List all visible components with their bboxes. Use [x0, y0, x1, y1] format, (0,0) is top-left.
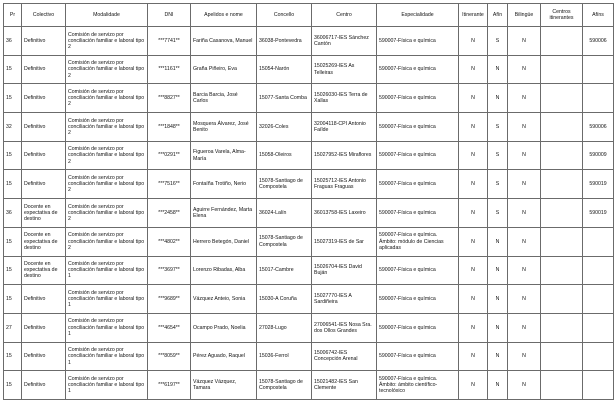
cell-centro: 15025712-IES Antonio Fraguas Fraguas [312, 170, 377, 199]
cell-bilingue: N [508, 256, 541, 285]
cell-colectivo: Definitivo [22, 342, 66, 371]
cell-itinerante: N [459, 313, 488, 342]
cell-centros-itinerantes [541, 84, 583, 113]
cell-especialidade: 590007-Física e química [377, 84, 459, 113]
cell-apelidos-nome: Figueroa Varela, Alma-María [191, 141, 257, 170]
cell-afins [583, 55, 614, 84]
cell-centro: 36006717-IES Sánchez Cantón [312, 27, 377, 56]
cell-afin: S [488, 113, 508, 142]
cell-dni: ***2458** [148, 199, 191, 228]
cell-centro: 36013758-IES Laxeiro [312, 199, 377, 228]
cell-apelidos-nome: Fariña Casanova, Manuel [191, 27, 257, 56]
cell-dni: ***1161** [148, 55, 191, 84]
cell-concello: 15077-Santa Comba [257, 84, 312, 113]
column-header-apelidos-nome: Apelidos e nome [191, 4, 257, 27]
cell-concello: 27028-Lugo [257, 313, 312, 342]
cell-especialidade: 590007-Física e química [377, 313, 459, 342]
cell-modalidade: Comisión de servizo por conciliación familiar e laboral tipo 2 [66, 55, 148, 84]
cell-pr: 36 [4, 199, 22, 228]
cell-centros-itinerantes [541, 170, 583, 199]
cell-centros-itinerantes [541, 256, 583, 285]
table-row [4, 141, 614, 170]
cell-bilingue: N [508, 27, 541, 56]
cell-centro: 15006742-IES Concepción Arenal [312, 342, 377, 371]
table-row [4, 227, 614, 256]
cell-dni: ***6197** [148, 371, 191, 400]
cell-afin: S [488, 141, 508, 170]
column-header-colectivo: Colectivo [22, 4, 66, 27]
cell-concello: 15078-Santiago de Compostela [257, 170, 312, 199]
cell-bilingue: N [508, 199, 541, 228]
cell-afins [583, 285, 614, 314]
cell-apelidos-nome: Mosquera Álvarez, José Benito [191, 113, 257, 142]
cell-centro: 27006541-IES Nosa Sra. dos Ollos Grandes [312, 313, 377, 342]
cell-modalidade: Comisión de servizo por conciliación familiar e laboral tipo 2 [66, 113, 148, 142]
cell-bilingue: N [508, 313, 541, 342]
cell-colectivo: Definitivo [22, 113, 66, 142]
cell-modalidade: Comisión de servizo por conciliación familiar e laboral tipo 2 [66, 27, 148, 56]
cell-especialidade: 590007-Física e química. Ámbito: ámbito científico-tecnolóxico [377, 371, 459, 400]
cell-pr: 15 [4, 55, 22, 84]
cell-pr: 15 [4, 170, 22, 199]
cell-pr: 15 [4, 84, 22, 113]
table-row [4, 170, 614, 199]
cell-apelidos-nome: Ocampo Prado, Noelia [191, 313, 257, 342]
cell-pr: 15 [4, 342, 22, 371]
cell-centro: 15027319-IES de Sar [312, 227, 377, 256]
cell-afins [583, 84, 614, 113]
cell-concello: 15078-Santiago de Compostela [257, 371, 312, 400]
cell-modalidade: Comisión de servizo por conciliación familiar e laboral tipo 2 [66, 227, 148, 256]
cell-apelidos-nome: Pérez Aguado, Raquel [191, 342, 257, 371]
cell-concello: 15036-Ferrol [257, 342, 312, 371]
cell-afin: N [488, 342, 508, 371]
table-row [4, 199, 614, 228]
cell-especialidade: 590007-Física e química. Ámbito: módulo de Ciencias aplicadas [377, 227, 459, 256]
column-header-centros-itinerantes: Centros itinerantes [541, 4, 583, 27]
table-header-row [4, 4, 614, 27]
cell-especialidade: 590007-Física e química [377, 199, 459, 228]
cell-dni: ***4654** [148, 313, 191, 342]
cell-colectivo: Definitivo [22, 84, 66, 113]
cell-itinerante: N [459, 371, 488, 400]
cell-centro: 15021482-IES San Clemente [312, 371, 377, 400]
cell-itinerante: N [459, 141, 488, 170]
cell-especialidade: 590007-Física e química [377, 27, 459, 56]
cell-afins: 590006 [583, 113, 614, 142]
cell-colectivo: Definitivo [22, 55, 66, 84]
cell-centros-itinerantes [541, 55, 583, 84]
cell-apelidos-nome: Lorenzo Ribadas, Alba [191, 256, 257, 285]
table-row [4, 55, 614, 84]
cell-centro: 15025269-IES As Telleiras [312, 55, 377, 84]
cell-centros-itinerantes [541, 285, 583, 314]
cell-afins [583, 342, 614, 371]
table-row [4, 27, 614, 56]
cell-concello: 15030-A Coruña [257, 285, 312, 314]
cell-concello: 15058-Oleiros [257, 141, 312, 170]
cell-pr: 32 [4, 113, 22, 142]
column-header-afin: Afín [488, 4, 508, 27]
cell-apelidos-nome: Herrero Betegón, Daniel [191, 227, 257, 256]
cell-apelidos-nome: Aguirre Fernández, Marta Elena [191, 199, 257, 228]
table-row [4, 342, 614, 371]
cell-afin: N [488, 256, 508, 285]
cell-pr: 27 [4, 313, 22, 342]
cell-centros-itinerantes [541, 113, 583, 142]
cell-itinerante: N [459, 342, 488, 371]
table-row [4, 313, 614, 342]
cell-dni: ***7516** [148, 170, 191, 199]
cell-pr: 15 [4, 141, 22, 170]
cell-apelidos-nome: Fontaíña Trotiño, Nerio [191, 170, 257, 199]
cell-bilingue: N [508, 113, 541, 142]
cell-bilingue: N [508, 84, 541, 113]
cell-pr: 15 [4, 371, 22, 400]
cell-afins: 590009 [583, 141, 614, 170]
cell-afin: N [488, 84, 508, 113]
cell-itinerante: N [459, 285, 488, 314]
cell-bilingue: N [508, 55, 541, 84]
cell-especialidade: 590007-Física e química [377, 285, 459, 314]
cell-apelidos-nome: Barcia Barcia, José Carlos [191, 84, 257, 113]
column-header-centro: Centro [312, 4, 377, 27]
cell-modalidade: Comisión de servizo por conciliación familiar e laboral tipo 1 [66, 371, 148, 400]
table-row [4, 113, 614, 142]
cell-centros-itinerantes [541, 27, 583, 56]
cell-bilingue: N [508, 371, 541, 400]
cell-colectivo: Definitivo [22, 141, 66, 170]
cell-colectivo: Definitivo [22, 313, 66, 342]
column-header-bilingue: Bilingüe [508, 4, 541, 27]
cell-bilingue: N [508, 342, 541, 371]
cell-especialidade: 590007-Física e química [377, 256, 459, 285]
cell-modalidade: Comisión de servizo por conciliación familiar e laboral tipo 1 [66, 285, 148, 314]
cell-centros-itinerantes [541, 313, 583, 342]
cell-pr: 15 [4, 256, 22, 285]
cell-itinerante: N [459, 84, 488, 113]
cell-itinerante: N [459, 227, 488, 256]
cell-modalidade: Comisión de servizo por conciliación familiar e laboral tipo 1 [66, 342, 148, 371]
cell-centros-itinerantes [541, 371, 583, 400]
table-row [4, 84, 614, 113]
cell-centro: 15027770-IES A Sardiñeira [312, 285, 377, 314]
cell-pr: 36 [4, 27, 22, 56]
cell-apelidos-nome: Vázquez Vázquez, Tamara [191, 371, 257, 400]
column-header-concello: Concello [257, 4, 312, 27]
cell-concello: 15017-Cambre [257, 256, 312, 285]
cell-dni: ***9689** [148, 285, 191, 314]
cell-concello: 32026-Coles [257, 113, 312, 142]
table-row [4, 285, 614, 314]
cell-dni: ***1848** [148, 113, 191, 142]
cell-afin: S [488, 199, 508, 228]
cell-afins [583, 256, 614, 285]
cell-bilingue: N [508, 285, 541, 314]
cell-dni: ***8059** [148, 342, 191, 371]
cell-modalidade: Comisión de servizo por conciliación familiar e laboral tipo 2 [66, 84, 148, 113]
cell-especialidade: 590007-Física e química [377, 342, 459, 371]
cell-afin: S [488, 27, 508, 56]
column-header-especialidade: Especialidade [377, 4, 459, 27]
cell-afins: 590019 [583, 170, 614, 199]
cell-concello: 15078-Santiago de Compostela [257, 227, 312, 256]
cell-concello: 36024-Lalín [257, 199, 312, 228]
cell-centros-itinerantes [541, 199, 583, 228]
cell-dni: ***4802** [148, 227, 191, 256]
cell-colectivo: Definitivo [22, 285, 66, 314]
cell-modalidade: Comisión de servizo por conciliación familiar e laboral tipo 1 [66, 313, 148, 342]
cell-afin: N [488, 285, 508, 314]
cell-centros-itinerantes [541, 342, 583, 371]
cell-concello: 15054-Narón [257, 55, 312, 84]
cell-colectivo: Definitivo [22, 27, 66, 56]
cell-itinerante: N [459, 256, 488, 285]
cell-itinerante: N [459, 199, 488, 228]
cell-pr: 15 [4, 285, 22, 314]
table-body [4, 27, 614, 400]
cell-colectivo: Docente en expectativa de destino [22, 227, 66, 256]
cell-afins [583, 313, 614, 342]
cell-modalidade: Comisión de servizo por conciliación familiar e laboral tipo 2 [66, 141, 148, 170]
cell-afins: 590006 [583, 27, 614, 56]
cell-dni: ***7741** [148, 27, 191, 56]
table-row [4, 256, 614, 285]
cell-centro: 15026030-IES Terra de Xallas [312, 84, 377, 113]
cell-bilingue: N [508, 170, 541, 199]
cell-especialidade: 590007-Física e química [377, 55, 459, 84]
cell-afins [583, 371, 614, 400]
cell-colectivo: Docente en expectativa de destino [22, 256, 66, 285]
cell-dni: ***3697** [148, 256, 191, 285]
cell-especialidade: 590007-Física e química [377, 170, 459, 199]
cell-centros-itinerantes [541, 141, 583, 170]
cell-especialidade: 590007-Física e química [377, 141, 459, 170]
column-header-modalidade: Modalidade [66, 4, 148, 27]
cell-apelidos-nome: Graña Piñeiro, Eva [191, 55, 257, 84]
column-header-pr: Pr [4, 4, 22, 27]
cell-colectivo: Docente en expectativa de destino [22, 199, 66, 228]
column-header-afins: Afíns [583, 4, 614, 27]
cell-afin: N [488, 371, 508, 400]
cell-pr: 15 [4, 227, 22, 256]
cell-afins: 590019 [583, 199, 614, 228]
cell-dni: ***0291** [148, 141, 191, 170]
cell-itinerante: N [459, 55, 488, 84]
cell-itinerante: N [459, 113, 488, 142]
cell-afin: N [488, 313, 508, 342]
cell-apelidos-nome: Vázquez Anteio, Sonia [191, 285, 257, 314]
column-header-itinerante: Itinerante [459, 4, 488, 27]
cell-centro: 15026704-IES David Buján [312, 256, 377, 285]
cell-afin: N [488, 227, 508, 256]
cell-modalidade: Comisión de servizo por conciliación familiar e laboral tipo 2 [66, 170, 148, 199]
cell-itinerante: N [459, 170, 488, 199]
cell-centros-itinerantes [541, 227, 583, 256]
cell-colectivo: Definitivo [22, 371, 66, 400]
cell-afin: S [488, 170, 508, 199]
document-page [3, 3, 613, 400]
cell-centro: 15027952-IES Miraflores [312, 141, 377, 170]
assignments-table [3, 3, 614, 400]
cell-modalidade: Comisión de servizo por conciliación familiar e laboral tipo 2 [66, 199, 148, 228]
cell-bilingue: N [508, 227, 541, 256]
cell-concello: 36038-Pontevedra [257, 27, 312, 56]
cell-dni: ***8827** [148, 84, 191, 113]
column-header-dni: DNI [148, 4, 191, 27]
cell-centro: 32004118-CPI Antonio Faílde [312, 113, 377, 142]
cell-especialidade: 590007-Física e química [377, 113, 459, 142]
cell-modalidade: Comisión de servizo por conciliación familiar e laboral tipo 1 [66, 256, 148, 285]
cell-colectivo: Definitivo [22, 170, 66, 199]
cell-afins [583, 227, 614, 256]
cell-bilingue: N [508, 141, 541, 170]
cell-itinerante: N [459, 27, 488, 56]
table-row [4, 371, 614, 400]
cell-afin: N [488, 55, 508, 84]
